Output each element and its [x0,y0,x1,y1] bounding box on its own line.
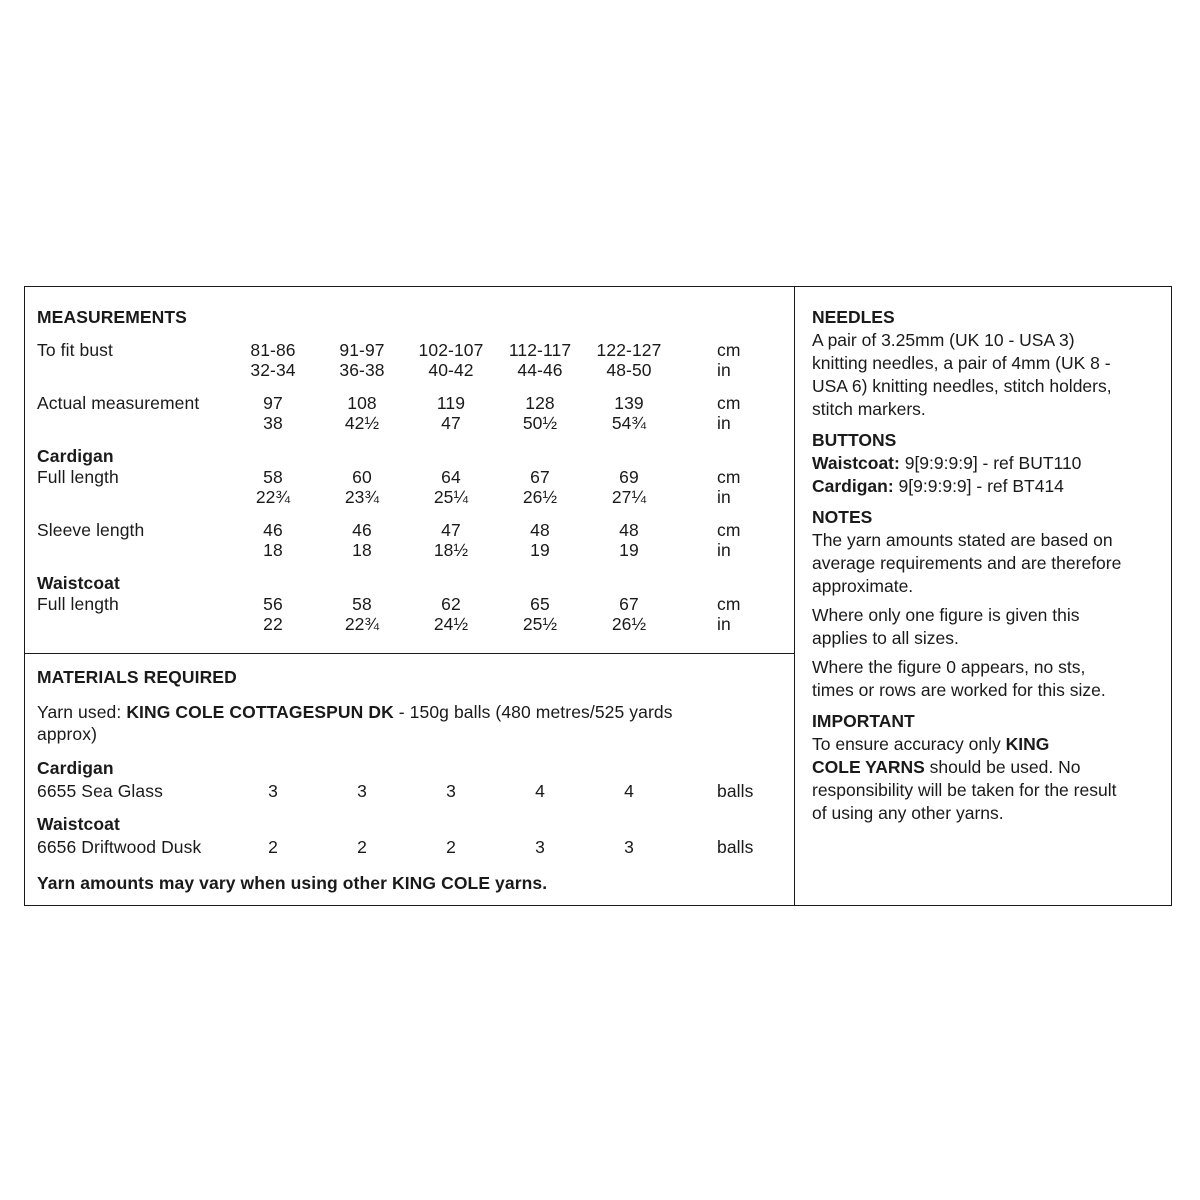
actual-in-value: 47 [441,413,461,433]
waistcoat-full-cm-value: 56 [263,594,283,614]
unit-in: in [717,413,731,433]
bust-cm-value: 91-97 [339,340,385,360]
actual-in-value: 38 [263,413,283,433]
notes-line: applies to all sizes. [812,628,959,648]
yarn-suffix: - 150g balls (480 metres/525 yards [393,702,673,722]
sleeve-cm-value: 46 [352,520,372,540]
buttons-cardigan-label: Cardigan: [812,476,894,496]
notes-line: average requirements and are therefore [812,553,1122,573]
waistcoat-full-cm-value: 62 [441,594,461,614]
materials-waistcoat-heading: Waistcoat [37,814,120,834]
unit-in: in [717,360,731,380]
sleeve-in-value: 18 [352,540,372,560]
needles-line: USA 6) knitting needles, stitch holders, [812,376,1112,396]
actual-in-value: 54¾ [611,413,647,433]
important-text: To ensure accuracy only [812,734,1006,754]
balls-unit: balls [717,781,754,801]
materials-title: MATERIALS REQUIRED [37,667,237,687]
sleeve-in-value: 19 [530,540,550,560]
needles-section [812,306,1164,825]
bust-in-value: 48-50 [606,360,652,380]
cardigan-colour: 6655 Sea Glass [37,781,163,801]
cardigan-full-cm-value: 64 [441,467,461,487]
yarn-used-line2: approx) [37,724,98,744]
notes-line: Where the figure 0 appears, no sts, [812,657,1086,677]
buttons-waistcoat-value: 9[9:9:9:9] - ref BUT110 [899,453,1082,473]
cardigan-balls-value: 3 [357,781,367,801]
materials-cardigan-heading: Cardigan [37,758,114,778]
waistcoat-full-cm-value: 65 [530,594,550,614]
important-line: responsibility will be taken for the result [812,780,1117,800]
actual-cm-value: 108 [347,393,377,413]
sleeve-cm-value: 48 [530,520,550,540]
cardigan-balls-value: 3 [446,781,456,801]
cardigan-full-cm-value: 60 [352,467,372,487]
notes-title: NOTES [812,507,873,527]
needles-line: A pair of 3.25mm (UK 10 - USA 3) [812,330,1075,350]
row-label: Full length [37,467,119,487]
cardigan-full-in-value: 25¼ [433,487,469,507]
important-line: of using any other yarns. [812,803,1004,823]
sleeve-in-value: 18 [263,540,283,560]
sleeve-in-value: 18½ [433,540,469,560]
buttons-waistcoat-label: Waistcoat: [812,453,900,473]
needles-title: NEEDLES [812,307,895,327]
bust-cm-value: 81-86 [250,340,296,360]
bust-cm-value: 112-117 [508,340,572,360]
actual-cm-value: 119 [436,393,466,413]
waistcoat-full-in-value: 22 [263,614,283,634]
yarn-note: Yarn amounts may vary when using other KING COLE yarns. [37,873,548,893]
important-text: should be used. No [924,757,1081,777]
notes-line: times or rows are worked for this size. [812,680,1106,700]
row-label: Actual measurement [37,393,200,413]
cardigan-full-in-value: 23¾ [344,487,380,507]
yarn-prefix: Yarn used: [37,702,127,722]
buttons-cardigan [812,475,1164,498]
cardigan-full-in-value: 27¼ [611,487,647,507]
important-brand: COLE YARNS [812,757,925,777]
needles-line: stitch markers. [812,399,926,419]
bust-in-value: 40-42 [428,360,474,380]
waistcoat-full-cm-value: 58 [352,594,372,614]
important-line [812,733,1164,756]
buttons-waistcoat [812,452,1164,475]
waistcoat-balls-value: 2 [268,837,278,857]
waistcoat-balls-value: 3 [535,837,545,857]
cardigan-full-in-value: 22¾ [255,487,291,507]
cardigan-balls-value: 4 [624,781,634,801]
notes-line: Where only one figure is given this [812,605,1080,625]
important-line [812,756,1164,779]
unit-cm: cm [717,393,741,413]
unit-cm: cm [717,340,741,360]
waistcoat-full-in-value: 24½ [433,614,469,634]
sleeve-cm-value: 46 [263,520,283,540]
yarn-used-line [37,702,673,722]
bust-in-value: 44-46 [517,360,563,380]
buttons-title: BUTTONS [812,430,897,450]
actual-in-value: 42½ [344,413,380,433]
bust-in-value: 32-34 [250,360,296,380]
actual-cm-value: 139 [614,393,644,413]
waistcoat-full-in-value: 22¾ [344,614,380,634]
section-divider [24,653,794,654]
row-label: To fit bust [37,340,113,360]
important-brand: KING [1005,734,1050,754]
unit-in: in [717,614,731,634]
bust-in-value: 36-38 [339,360,385,380]
measurements-title: MEASUREMENTS [37,307,187,327]
waistcoat-balls-value: 2 [446,837,456,857]
actual-cm-value: 97 [263,393,283,413]
cardigan-full-cm-value: 69 [619,467,639,487]
sleeve-cm-value: 47 [441,520,461,540]
unit-cm: cm [717,520,741,540]
unit-in: in [717,540,731,560]
waistcoat-balls-value: 2 [357,837,367,857]
actual-cm-value: 128 [525,393,555,413]
row-label: Sleeve length [37,520,145,540]
cardigan-full-cm-value: 58 [263,467,283,487]
unit-cm: cm [717,467,741,487]
waistcoat-full-cm-value: 67 [619,594,639,614]
waistcoat-full-in-value: 26½ [611,614,647,634]
cardigan-heading: Cardigan [37,446,114,466]
sleeve-in-value: 19 [619,540,639,560]
important-title: IMPORTANT [812,711,915,731]
cardigan-full-cm-value: 67 [530,467,550,487]
notes-line: approximate. [812,576,914,596]
waistcoat-heading: Waistcoat [37,573,120,593]
sleeve-cm-value: 48 [619,520,639,540]
cardigan-balls-value: 3 [268,781,278,801]
waistcoat-balls-value: 3 [624,837,634,857]
needles-line: knitting needles, a pair of 4mm (UK 8 - [812,353,1111,373]
notes-line: The yarn amounts stated are based on [812,530,1113,550]
column-divider [794,286,795,906]
bust-cm-value: 102-107 [418,340,484,360]
unit-in: in [717,487,731,507]
waistcoat-full-in-value: 25½ [522,614,558,634]
actual-in-value: 50½ [522,413,558,433]
row-label: Full length [37,594,119,614]
cardigan-full-in-value: 26½ [522,487,558,507]
waistcoat-colour: 6656 Driftwood Dusk [37,837,202,857]
buttons-cardigan-value: 9[9:9:9:9] - ref BT414 [893,476,1064,496]
unit-cm: cm [717,594,741,614]
cardigan-balls-value: 4 [535,781,545,801]
bust-cm-value: 122-127 [596,340,662,360]
balls-unit: balls [717,837,754,857]
yarn-name: KING COLE COTTAGESPUN DK [126,702,394,722]
